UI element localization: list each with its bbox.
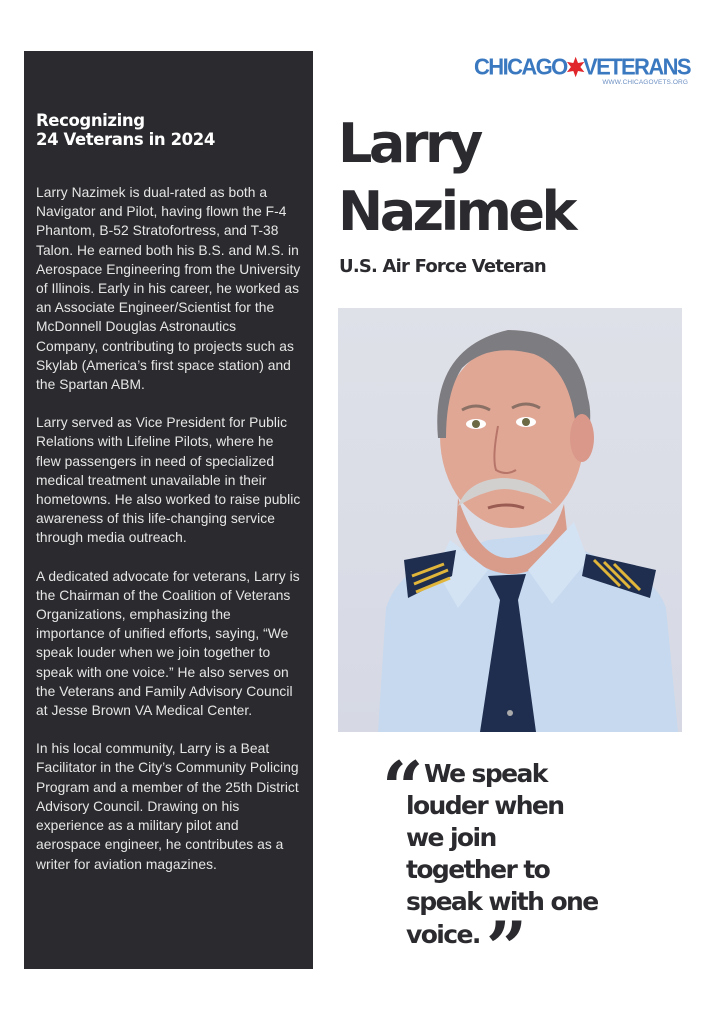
quote-line: louder when bbox=[406, 791, 564, 820]
logo-word-veterans: VETERANS bbox=[583, 53, 690, 80]
pull-quote bbox=[382, 745, 674, 990]
chicago-veterans-logo bbox=[474, 54, 690, 90]
heading-line-2: 24 Veterans in 2024 bbox=[36, 130, 215, 149]
last-name: Nazimek bbox=[338, 180, 574, 243]
bio-paragraph: In his local community, Larry is a Beat Facilitator in the City’s Community Policing Program and a member of the 25th District Advisory Council. Drawing on his experience as a military pilot and aerospace engineer, he contributes as a writer for aviation magazines. bbox=[36, 741, 299, 872]
bio-paragraph: Larry served as Vice President for Public Relations with Lifeline Pilots, where he flew passengers in need of specialized medical treatment unavailable in their hometowns. He also worked to raise public awareness of this life-changing service through media outreach. bbox=[36, 415, 301, 546]
bio-panel bbox=[24, 51, 313, 969]
bio-paragraph: A dedicated advocate for veterans, Larry is the Chairman of the Coalition of Veterans Organizations, emphasizing the importance of unified efforts, saying, “We speak louder when we join together to speak with one voice.” He also serves on the Veterans and Family Advisory Council at Jesse Brown VA Medical Center. bbox=[36, 568, 300, 719]
recognition-heading bbox=[36, 111, 301, 149]
veteran-portrait bbox=[338, 308, 682, 732]
service-branch: U.S. Air Force Veteran bbox=[339, 256, 546, 277]
first-name: Larry bbox=[338, 112, 480, 175]
logo-word-chicago: CHICAGO bbox=[474, 53, 567, 80]
quote-text bbox=[384, 758, 674, 990]
bio-paragraph: Larry Nazimek is dual-rated as both a Navigator and Pilot, having flown the F-4 Phantom, B-52 Stratofortress, and T-38 Talon. He earned both his B.S. and M.S. in Aerospace Engineering from the University of Illinois. Early in his career, he worked as an Associate Engineer/Scientist for the McDonnell Douglas Astronautics Company, contributing to projects such as Skylab (America’s first space station) and the Spartan ABM. bbox=[36, 185, 301, 393]
close-quote-icon: ” bbox=[485, 905, 526, 990]
veteran-name bbox=[338, 110, 574, 246]
quote-line: speak with one bbox=[406, 887, 598, 916]
quote-line: we join bbox=[406, 823, 496, 852]
bio-text bbox=[36, 183, 301, 874]
portrait-illustration bbox=[338, 308, 682, 732]
quote-line: voice. bbox=[406, 920, 480, 949]
heading-line-1: Recognizing bbox=[36, 111, 145, 130]
quote-line: together to bbox=[406, 855, 550, 884]
logo-url: WWW.CHICAGOVETS.ORG bbox=[602, 79, 688, 86]
quote-line: We speak bbox=[424, 759, 547, 788]
quote-last-line bbox=[406, 905, 674, 990]
open-quote-icon: “ bbox=[382, 745, 424, 830]
